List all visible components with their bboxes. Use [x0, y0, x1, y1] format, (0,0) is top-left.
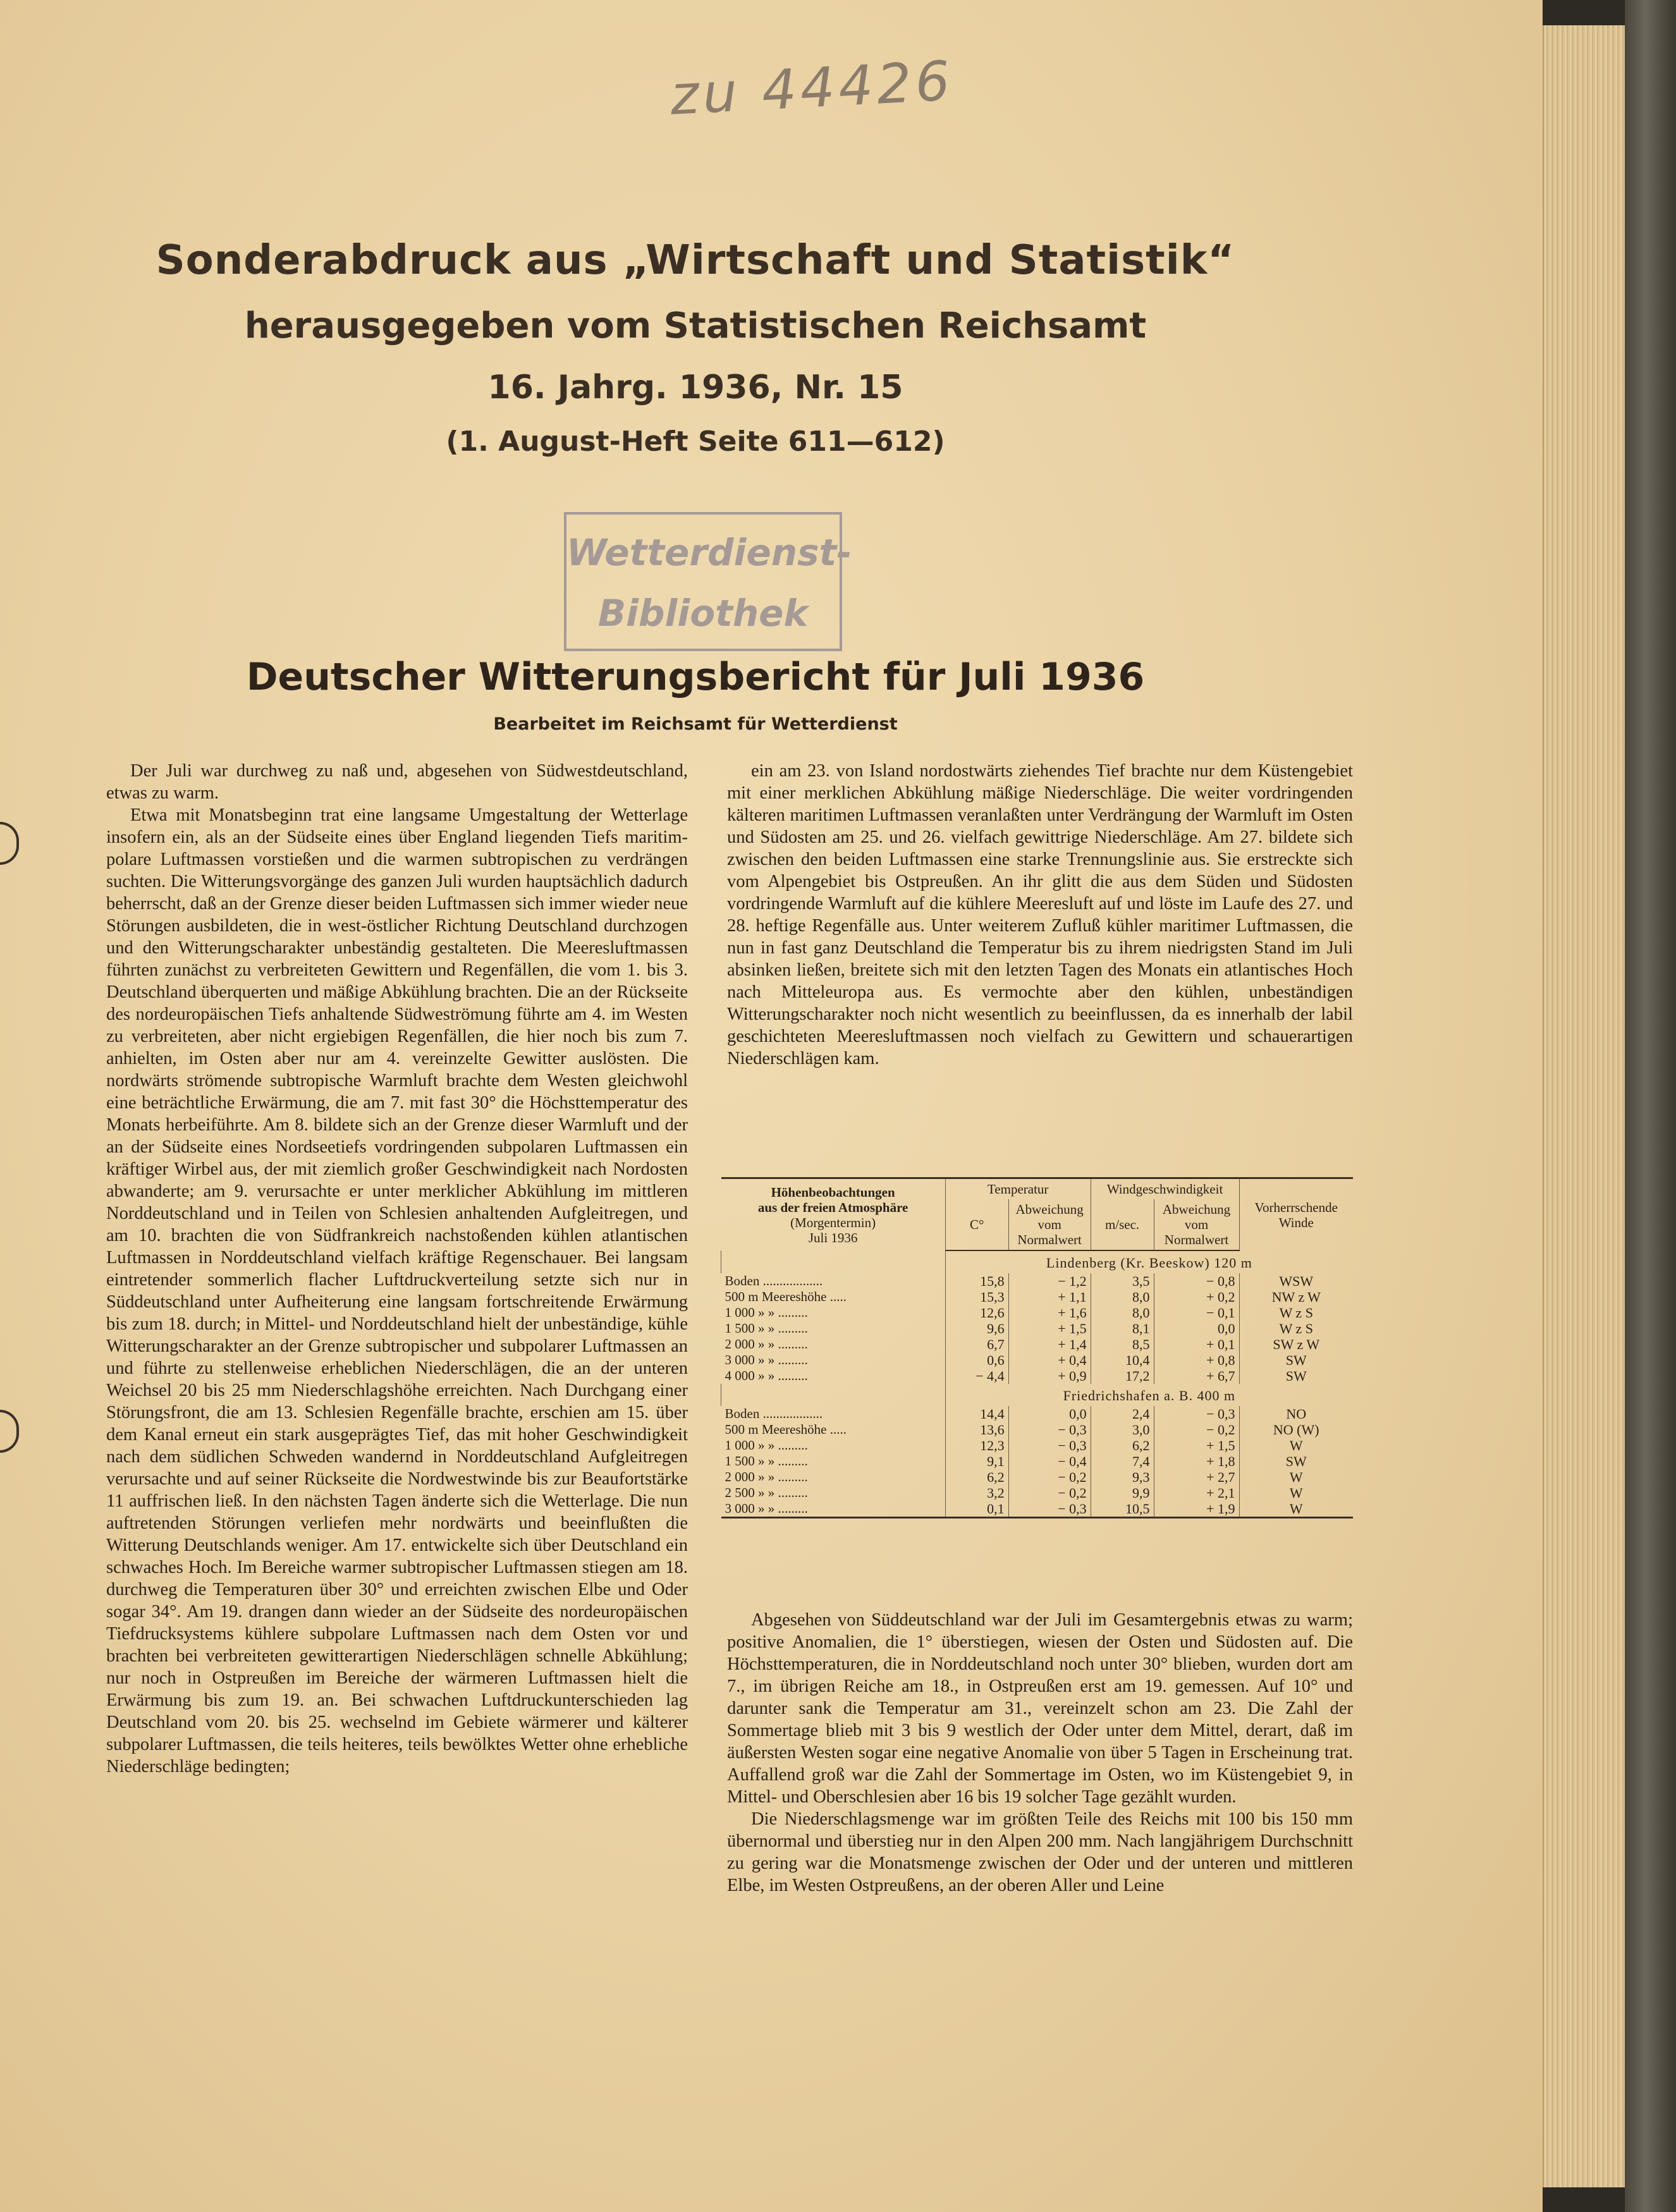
- paragraph: Etwa mit Monatsbeginn trat eine langsame Umgestaltung der Wetterlage insofern ein, als an der Südseite eines über England liegenden Tiefs maritim-polare Luftmassen vorstießen und die warmen subtropischen zu verdrängen suchten. Die Witterungsvorgänge des ganzen Juli wurden hauptsächlich dadurch beherrscht, daß an der Grenze dieser beiden Luftmassen sich immer wieder neue Störungen ausbildeten, die in west-östlicher Richtung Deutschland durchzogen und den Witterungscharakter unbeständig gestalteten. Die Meeresluftmassen führten zunächst zu verbreiteten Gewittern und Regenfällen, die vom 1. bis 3. Deutschland überquerten und mäßige Abkühlung brachten. Die an der Rückseite des nordeuropäischen Tiefs anhaltende Südweströmung führte am 4. im Westen zu verbreiteten, aber nicht ergiebigen Regenfällen, die hier noch bis zum 7. anhielten, im Osten aber nur am 4. vereinzelte Gewitter auslösten. Die nordwärts strömende subtropische Warmluft brachte dem Westen gleichwohl eine beträchtliche Erwärmung, die am 7. mit fast 30° die Höchsttemperatur des Monats herbeiführte. Am 8. bildete sich an der Grenze dieser Warmluft und der an der Südseite eines Nordseetiefs vordringenden subpolaren Luftmassen ein kräftiger Wirbel aus, der mit ziemlich großer Geschwindigkeit nach Nordosten abwanderte; am 9. verursachte er unter merklicher Abkühlung im mittleren Norddeutschland und in Teilen von Schlesien anhaltenden Aufgleitregen, und am 10. brachten die von Südfrankreich nachstoßenden kühlen atlantischen Luftmassen in Norddeutschland vielfach kräftige Regenschauer. Bei langsam eintretender sommerlich flacher Luftdruckverteilung setzte sich nur in Süddeutschland unter Aufheiterung eine langsam fortschreitende Erwärmung bis zum 18. durch; in Mittel- und Norddeutschland hielt der unbeständige, kühle Witterungscharakter an der Grenze subtropischer und subpolarer Luftmassen an und führte zu stellenweise erheblichen Niederschlägen, die an der unteren Weichsel 20 bis 25 mm Niederschlagshöhe erreichten. Nach Durchgang einer Störungsfront, die am 13. Schlesien Regenfälle brachte, erschien am 15. über dem Kanal erneut ein stark ausgeprägtes Tief, das mit hoher Geschwindigkeit nach dem südlichen Schweden wandernd in Norddeutschland Aufgleitregen verursachte und auf seiner Rückseite die Nordwestwinde bis zur Beaufortstärke 11 auffrischen ließ. In den nächsten Tagen änderte sich die Wetterlage. Die nun auftretenden Störungen verliefen mehr nordwärts und beeinflußten die Witterung Deutschlands weniger. Am 17. entwickelte sich über Deutschland ein schwaches Hoch. Im Bereiche warmer subtropischer Luftmassen stiegen am 18. durchweg die Temperaturen über 30° und erreichten zwischen Elbe und Oder sogar 34°. Am 19. drangen dann wieder an der Südseite des nordeuropäischen Tiefdrucksystems kühlere subpolare Luftmassen nach dem Osten vor und brachten bei verbreiteten gewitterartigen Niederschlägen schnelle Abkühlung; nur noch in Ostpreußen im Bereiche der wärmeren Luftmassen hielt die Erwärmung bis zum 19. an. Bei schwachen Luftdruckunterschieden lag Deutschland vom 20. bis 25. wechselnd im Gebiete wärmerer und kälterer subpolarer Luftmassen, die teils heiteres, teils bewölktes Wetter ohne erhebliche Niederschläge bedingten;: [106, 805, 688, 1776]
- reprint-header-line1: Sonderabdruck aus „Wirtschaft und Statistik“: [156, 237, 1235, 284]
- table-cell: 10,5: [1091, 1501, 1154, 1518]
- temp-group-header: Temperatur: [945, 1178, 1091, 1200]
- table-cell: 0,0: [1154, 1321, 1239, 1336]
- wind-group-header: Windgeschwindigkeit: [1091, 1178, 1239, 1200]
- table-cell: 17,2: [1091, 1368, 1154, 1384]
- table-cell: 10,4: [1091, 1352, 1154, 1368]
- paragraph: Der Juli war durchweg zu naß und, abgesehen von Südwestdeutschland, etwas zu warm.: [106, 761, 688, 803]
- table-cell: 0,6: [945, 1352, 1008, 1368]
- altitude-label: 1 500 » » .........: [725, 1321, 808, 1336]
- table-cell: W z S: [1239, 1305, 1353, 1321]
- table-row: [721, 1273, 1354, 1289]
- table-cell: W: [1239, 1469, 1353, 1485]
- table-cell: 8,5: [1091, 1336, 1154, 1352]
- table-cell: + 0,4: [1008, 1352, 1091, 1368]
- table-cell: + 2,7: [1154, 1469, 1239, 1485]
- right-text-column-top: [727, 760, 1353, 1070]
- station-heading: Friedrichshafen a. B. 400 m: [945, 1384, 1353, 1406]
- table-row: [721, 1485, 1354, 1501]
- table-row: [721, 1406, 1354, 1422]
- table-cell: − 0,1: [1154, 1305, 1239, 1321]
- table-cell: + 1,4: [1008, 1336, 1091, 1352]
- table-cell: 12,6: [945, 1305, 1008, 1321]
- table-cell: + 1,5: [1154, 1438, 1239, 1453]
- table-cell: − 0,3: [1008, 1422, 1091, 1438]
- table-cell: 0,0: [1008, 1406, 1091, 1422]
- temp-dev-header: Abweichung vom Normalwert: [1008, 1199, 1091, 1250]
- altitude-label: 3 000 » » .........: [721, 1501, 946, 1518]
- altitude-label: 3 000 » » .........: [725, 1352, 808, 1367]
- table-cell: WSW: [1239, 1273, 1353, 1289]
- table-cell: SW: [1239, 1352, 1353, 1368]
- table-cell: + 1,1: [1008, 1289, 1091, 1305]
- altitude-label: 500 m Meereshöhe .....: [725, 1422, 847, 1437]
- table-cell: + 6,7: [1154, 1368, 1239, 1384]
- table-row: [721, 1368, 1354, 1384]
- table-cell: 8,0: [1091, 1289, 1154, 1305]
- table-cell: 2,4: [1091, 1406, 1154, 1422]
- table-cell: + 0,1: [1154, 1336, 1239, 1352]
- binding-hole: [0, 1410, 19, 1453]
- table-cell: W: [1239, 1501, 1353, 1518]
- table-cell: W: [1239, 1485, 1353, 1501]
- right-text-column-bottom: [727, 1609, 1353, 1897]
- reprint-header-line4: (1. August-Heft Seite 611—612): [446, 425, 945, 458]
- altitude-label: 1 000 » » .........: [725, 1305, 808, 1320]
- left-text-column: [106, 760, 688, 1778]
- stamp-line2: Bibliothek: [597, 592, 809, 635]
- report-title: Deutscher Witterungsbericht für Juli 1936: [246, 655, 1145, 699]
- table-cell: 8,1: [1091, 1321, 1154, 1336]
- table-cell: 14,4: [945, 1406, 1008, 1422]
- table-cell: NO (W): [1239, 1422, 1353, 1438]
- table-cell: − 1,2: [1008, 1273, 1091, 1289]
- table-row: [721, 1289, 1354, 1305]
- report-subtitle: Bearbeitet im Reichsamt für Wetterdienst: [493, 714, 898, 734]
- book-fore-edge: [1543, 25, 1626, 2187]
- table-cell: 8,0: [1091, 1305, 1154, 1321]
- table-cell: + 0,2: [1154, 1289, 1239, 1305]
- table-cell: 9,1: [945, 1453, 1008, 1469]
- altitude-label: Boden ..................: [725, 1273, 823, 1288]
- table-cell: + 1,9: [1154, 1501, 1239, 1518]
- table-cell: SW z W: [1239, 1336, 1353, 1352]
- table-cell: 9,9: [1091, 1485, 1154, 1501]
- altitude-label: 1 000 » » .........: [725, 1438, 808, 1453]
- altitude-label: 2 000 » » .........: [725, 1336, 808, 1352]
- table-cell: − 0,2: [1008, 1485, 1091, 1501]
- table-cell: 3,5: [1091, 1273, 1154, 1289]
- table-row: [721, 1422, 1354, 1438]
- table-row: [721, 1453, 1354, 1469]
- table-cell: + 1,5: [1008, 1321, 1091, 1336]
- table-cell: − 0,3: [1154, 1406, 1239, 1422]
- table-cell: + 0,9: [1008, 1368, 1091, 1384]
- table-cell: + 2,1: [1154, 1485, 1239, 1501]
- table-row: [721, 1438, 1354, 1453]
- table-cell: SW: [1239, 1368, 1353, 1384]
- binding-hole: [0, 822, 19, 865]
- temp-c-header: C°: [945, 1199, 1008, 1250]
- table-cell: 15,8: [945, 1273, 1008, 1289]
- table-cell: 15,3: [945, 1289, 1008, 1305]
- table-cell: NO: [1239, 1406, 1353, 1422]
- station2-rows: [721, 1406, 1354, 1518]
- handwritten-note: zu 44426: [668, 49, 955, 128]
- table-cell: 3,2: [945, 1485, 1008, 1501]
- table-cell: 6,2: [1091, 1438, 1154, 1453]
- paragraph: Abgesehen von Süddeutschland war der Juli im Gesamtergebnis etwas zu warm; positive Anomalien, die 1° überstiegen, wiesen der Osten und Südosten auf. Die Höchsttemperaturen, die in Norddeutschland noch unter 30° blieben, wurden dort am 7., im übrigen Reiche am 18., in Ostpreußen erst am 19. gemessen. Auf 10° und darunter sank die Temperatur am 31., vereinzelt schon am 23. Die Zahl der Sommertage blieb mit 3 bis 9 westlich der Oder unter dem Mittel, derart, daß im äußersten Westen sogar eine negative Anomalie von über 5 Tagen in Erscheinung trat. Auffallend groß war die Zahl der Sommertage im Osten, wo im Küstengebiet 9, in Mittel- und Oberschlesien aber 16 bis 19 solcher Tage gezählt wurden.: [727, 1610, 1353, 1807]
- table-cell: W: [1239, 1438, 1353, 1453]
- table-cell: NW z W: [1239, 1289, 1353, 1305]
- table-cell: 3,0: [1091, 1422, 1154, 1438]
- table-row: [721, 1336, 1354, 1352]
- table-row: [721, 1469, 1354, 1485]
- stamp-line1: Wetterdienst-: [566, 531, 852, 574]
- table-cell: SW: [1239, 1453, 1353, 1469]
- altitude-label: 2 000 » » .........: [725, 1469, 808, 1484]
- obs-header: Höhenbeobachtungen aus der freien Atmosphäre (Morgentermin) Juli 1936: [721, 1178, 946, 1251]
- table-row: [721, 1501, 1354, 1518]
- table-cell: + 1,6: [1008, 1305, 1091, 1321]
- table-cell: 12,3: [945, 1438, 1008, 1453]
- altitude-label: 500 m Meereshöhe .....: [725, 1289, 847, 1304]
- table-cell: 6,7: [945, 1336, 1008, 1352]
- table-row: [721, 1321, 1354, 1336]
- table-cell: 7,4: [1091, 1453, 1154, 1469]
- table-row: [721, 1352, 1354, 1368]
- wind-ms-header: m/sec.: [1091, 1199, 1154, 1250]
- table-cell: + 0,8: [1154, 1352, 1239, 1368]
- table-cell: 9,6: [945, 1321, 1008, 1336]
- altitude-label: 4 000 » » .........: [725, 1368, 808, 1383]
- table-cell: − 0,3: [1008, 1438, 1091, 1453]
- table-cell: − 0,2: [1008, 1469, 1091, 1485]
- reprint-header-line3: 16. Jahrg. 1936, Nr. 15: [487, 369, 903, 406]
- station-heading: Lindenberg (Kr. Beeskow) 120 m: [945, 1250, 1353, 1273]
- table-cell: + 1,8: [1154, 1453, 1239, 1469]
- table-cell: 9,3: [1091, 1469, 1154, 1485]
- table-row: [721, 1305, 1354, 1321]
- paragraph: ein am 23. von Island nordostwärts ziehendes Tief brachte nur dem Küstengebiet mit einer merklichen Abkühlung mäßige Niederschläge. Die weiter vordringenden kälteren maritimen Luftmassen veranlaßten unter Verdrängung der Warmluft im Osten und Südosten am 25. und 26. vielfach gewittrige Niederschläge. Am 27. bildete sich zwischen den beiden Luftmassen eine starke Trennungslinie aus. Sie erstreckte sich vom Alpengebiet bis Ostpreußen. An ihr glitt die aus dem Süden und Südosten vordringende Warmluft auf die kühlere Meeresluft auf und löste im Laufe des 27. und 28. heftige Regenfälle aus. Unter weiterem Zufluß kühler maritimer Luftmassen, die nun in fast ganz Deutschland die Temperatur bis zu ihrem niedrigsten Stand im Juli absinken ließen, breitete sich mit den letzten Tagen des Monats ein atlantisches Hoch nach Mitteleuropa aus. Es vermochte aber den kühlen, unbeständigen Witterungscharakter noch nicht wesentlich zu beeinflussen, da es innerhalb der labil geschichteten Meeresluftmassen noch vielfach zu Gewittern und schauerartigen Niederschlägen kam.: [727, 761, 1353, 1068]
- table-cell: 6,2: [945, 1469, 1008, 1485]
- book-binding: [1625, 0, 1676, 2212]
- station1-rows: [721, 1273, 1354, 1384]
- library-stamp: [564, 512, 852, 651]
- table-cell: 13,6: [945, 1422, 1008, 1438]
- altitude-label: 1 500 » » .........: [725, 1453, 808, 1469]
- table-cell: − 0,2: [1154, 1422, 1239, 1438]
- paragraph: Die Niederschlagsmenge war im größten Teile des Reichs mit 100 bis 150 mm übernormal und überstieg nur in den Alpen 200 mm. Nach langjährigem Durchschnitt zu gering war die Monatsmenge zwischen der Oder und der unteren und mittleren Elbe, im Westen Ostpreußens, an der oberen Aller und Leine: [727, 1809, 1353, 1895]
- table-cell: − 0,4: [1008, 1453, 1091, 1469]
- altitude-label: 2 500 » » .........: [725, 1485, 808, 1500]
- table-cell: − 0,8: [1154, 1273, 1239, 1289]
- altitude-label: Boden ..................: [725, 1406, 823, 1421]
- table-cell: − 0,3: [1008, 1501, 1091, 1518]
- wind-dev-header: Abweichung vom Normalwert: [1154, 1199, 1239, 1250]
- upper-air-table: [721, 1177, 1353, 1518]
- table-cell: 0,1: [945, 1501, 1008, 1518]
- table-cell: W z S: [1239, 1321, 1353, 1336]
- prevailing-wind-header: Vorherrschende Winde: [1239, 1178, 1353, 1251]
- table-cell: − 4,4: [945, 1368, 1008, 1384]
- reprint-header-line2: herausgegeben vom Statistischen Reichsamt: [244, 305, 1147, 346]
